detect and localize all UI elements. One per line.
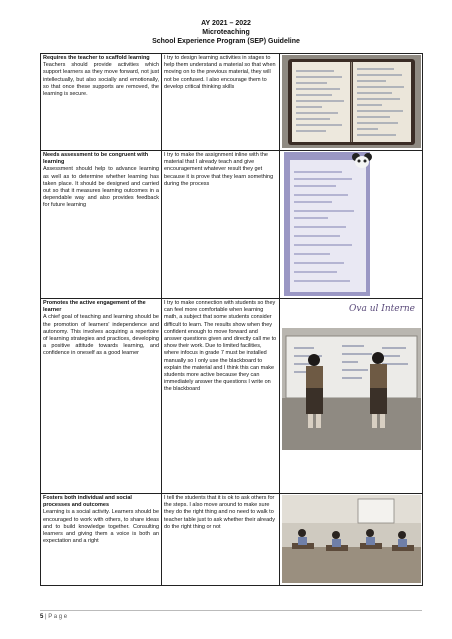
principle-title: Requires the teacher to scaffold learning bbox=[43, 55, 150, 61]
photo-cell bbox=[280, 151, 423, 299]
footer-divider bbox=[40, 610, 422, 611]
principle-title: Fosters both individual and social processes and outcomes bbox=[43, 495, 132, 509]
principle-description: Teachers should provide activities which support learners as they move forward, not just intellectually, but also socially and emotionally, so that once these supports are removed, the learning is secure. bbox=[43, 62, 159, 98]
page-label: | P a g e bbox=[45, 614, 68, 620]
academic-year: AY 2021 – 2022 bbox=[201, 20, 251, 27]
photo-cell bbox=[280, 54, 423, 151]
principle-description: Assessment should help to advance learning as well as to determine whether learning has taken place. It should be designed and carried out so that it measures learning outcomes in a dependable way and also provides feedback for future learning bbox=[43, 166, 159, 209]
response-cell bbox=[162, 494, 280, 586]
classroom-photo-image bbox=[282, 495, 421, 583]
principle-title: Promotes the active engagement of the learner bbox=[43, 300, 146, 314]
principle-cell bbox=[41, 494, 162, 586]
worksheet-photo-image bbox=[282, 152, 421, 296]
table-row bbox=[41, 494, 423, 586]
principle-cell bbox=[41, 151, 162, 299]
photo-caption: Ova ul Interne bbox=[349, 304, 415, 314]
response-cell bbox=[162, 299, 280, 494]
program-title: School Experience Program (SEP) Guideline bbox=[152, 38, 300, 45]
principle-description: Learning is a social activity. Learners should be encouraged to work with others, to share ideas and to build knowledge together. Consulting learners and giving them a voice is both an expectation and a right bbox=[43, 509, 159, 545]
page-footer bbox=[40, 614, 422, 620]
document-header bbox=[0, 19, 452, 46]
worksheet-photo bbox=[282, 152, 421, 296]
response-cell bbox=[162, 151, 280, 299]
photo-cell bbox=[280, 494, 423, 586]
table-row bbox=[41, 299, 423, 494]
principle-cell bbox=[41, 299, 162, 494]
photo-cell bbox=[280, 299, 423, 494]
principle-cell bbox=[41, 54, 162, 151]
classroom-photo bbox=[282, 495, 421, 583]
teacher-response: I try to make connection with students so they can feel more comfortable when learning math, a subject that some students consider difficult to learn. The results show when they confident enough to move forward and answer questions given and directly call me to show their work. Due to limited facilities, where infocus in grade 7 must be installed manually so I only use the blackboard to explain the material and I think this can make students more active because they can immediately answer the questions I write on the blackboard bbox=[164, 300, 277, 393]
table-row bbox=[41, 151, 423, 299]
teacher-response: I try to make the assignment inline with the material that I already teach and give encouragement whatever result they get because it is prove that they learn something during the process bbox=[164, 152, 274, 187]
response-cell bbox=[162, 54, 280, 151]
teacher-response: I try to design learning activities in stages to help them understand a material so that when moving on to the previous material, they will not be confused. I also encourage them to develop critical thinking skills bbox=[164, 55, 276, 90]
principle-description: A chief goal of teaching and learning should be the promotion of learners' independence and autonomy. This involves acquiring a repertoire of learning strategies and practices, developing a positive attitude towards learning, and confidence in oneself as a good learner bbox=[43, 314, 159, 357]
teacher-response: I tell the students that it is ok to ask others for the steps. I also move around to make sure they do the right thing and no need to walk to teacher table just to ask whether their already do the right thing or not bbox=[164, 495, 275, 530]
notebook-photo-image bbox=[282, 55, 421, 148]
blackboard-photo bbox=[282, 300, 421, 450]
blackboard-photo-image bbox=[282, 300, 421, 450]
course-title: Microteaching bbox=[202, 29, 250, 36]
notebook-photo bbox=[282, 55, 421, 148]
table-row bbox=[41, 54, 423, 151]
page-number: 5 bbox=[40, 614, 44, 620]
principle-title: Needs assessment to be congruent with learning bbox=[43, 152, 149, 166]
guideline-table bbox=[40, 53, 423, 586]
